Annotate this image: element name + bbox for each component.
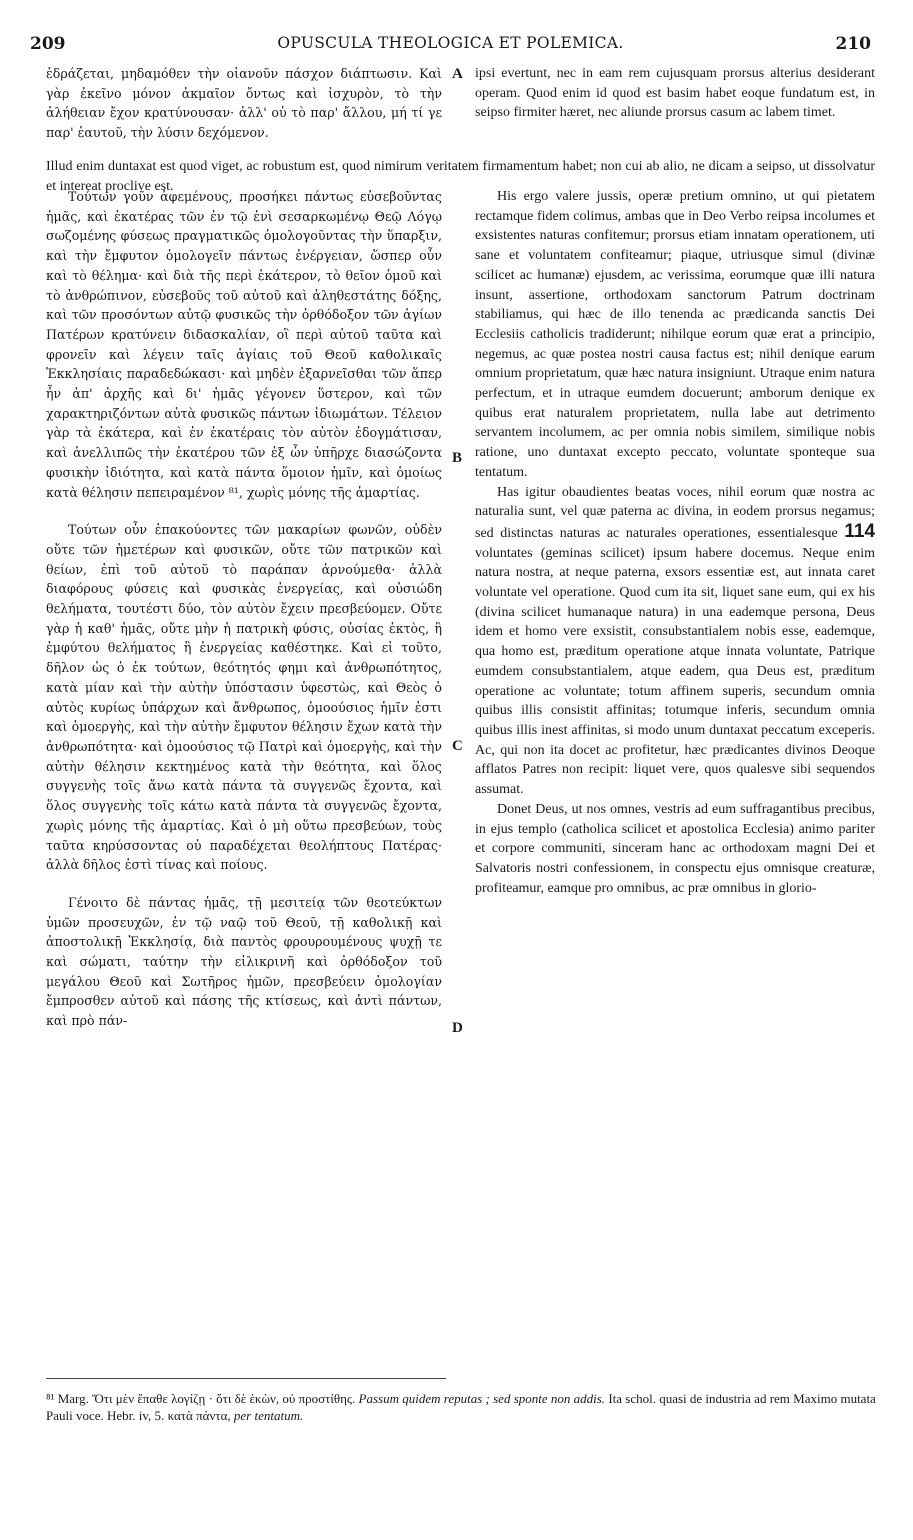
greek-column-top — [46, 64, 442, 143]
latin-paragraph-1: ipsi evertunt, nec in eam rem cujusquam prorsus alterius desiderant operam. Quod enim id quod est basim habet eoque fundatum est, in seipso firmiter hæret, nec aliunde prorsus casum ac labem timet. — [475, 66, 875, 121]
latin-column — [475, 187, 875, 898]
greek-paragraph-1: ἑδράζεται, μηδαμόθεν τὴν οἱανοῦν πάσχον διάπτωσιν. Καὶ γὰρ ἐκεῖνο μόνον ἀκμαῖον ὄντως καὶ ἰσχυρὸν, τὸ τὴν ἀλήθειαν ἔχον κρατύνουσαν· ἀλλ' οὐ τὸ παρ' ἄλλου, μή τί γε παρ' ἑαυτοῦ, τὴν λύσιν δεχόμενον. — [46, 66, 442, 141]
latin-paragraph-2: His ergo valere jussis, operæ pretium omnino, ut qui pietatem rectamque fidem colimus, ambas que in Deo Verbo reipsa incolumes et exsistentes naturas confitemur; prorsus etiam innatam operationem, uti sane et voluntatem confiteamur; piaque, utriusque simul (divinæ scilicet ac humanæ) ejusdem, ac verissima, eorumque quæ illi natura insunt, assertione, orthodoxam sanctorum Patrum doctrinam stabiliamus, qui hæc de illo tenenda ac prædicanda sanctis Dei Ecclesiis catholicis tradiderunt; nihilque eorum quæ erat a principio, negemus, ac quæ postea nostri causa factus est; nihil denique earum omnium proprietatum, quæ hæc natura insigniunt. Utraque enim natura perfectum, et in utraque eumdem docuerunt; amborum denique ex quibus erat naturalem proprietatem, nulla labe aut detrimento servantem incolumem, ac per omnia nobis similem, similique nobis ratione, uno duntaxat excepto peccato, voluntate sponteque sua tentatum. — [475, 189, 875, 480]
running-title: OPUSCULA THEOLOGICA ET POLEMICA. — [277, 34, 624, 52]
margin-marker-d: D — [452, 1020, 463, 1036]
margin-marker-c: C — [452, 738, 463, 754]
column-number: 114 — [844, 520, 876, 542]
footnote-note: Ita schol. quasi de industria ad rem Maximo mutata Pauli voce. Hebr. iv, 5. — [46, 1391, 876, 1423]
greek-paragraph-3: Τούτων οὖν ἐπακούοντες τῶν μακαρίων φωνῶν, οὐδὲν οὔτε τῶν ἡμετέρων καὶ φυσικῶν, οὔτε τῶν πατρικῶν καὶ θείων, ἐπὶ τοῦ αὐτοῦ τὸ παράπαν ἀρνούμεθα· ἀλλὰ διαφόρους φύσεις καὶ φυσικὰς ἐνεργείας, καὶ οὐσιώδη θελήματα, τουτέστι δύο, τὸν αὐτὸν ἔχειν πρεσβεύομεν. Οὔτε γὰρ ἡ καθ' ἡμᾶς, οὔτε μὴν ἡ πατρικὴ φύσις, οὐσίας ἐκτὸς, ἢ ἐμφύτου θελήματος ἢ ἐνεργείας καθέστηκε. Καὶ εἰ τοῦτο, δῆλον ὡς ὁ ἐκ τούτων, θεότητός φημι καὶ ἀνθρωπότητος, κατὰ μίαν καὶ τὴν αὐτὴν ὑπόστασιν ὑφεστὼς, καὶ Θεὸς ὁ αὐτὸς κυρίως ὑπάρχων καὶ ἄνθρωπος, ὁμοούσιος ἡμῖν ἐστι καὶ ὁμοεργὴς, καὶ τὴν αὐτὴν ἔμφυτον θέλησιν ἔχων κατὰ τὴν ἀνθρωπότητα· καὶ ὁμοούσιος τῷ Πατρὶ καὶ ὁμοεργὴς, καὶ τὴν αὐτὴν θέλησιν κεκτημένος κατὰ τὴν θεότητα, καὶ ὅλος συγγενὴς τοῖς ἄνω κατὰ πάντα τὰ συγγενῶς ἔχοντα, καὶ ὅλος συγγενὴς τοῖς κάτω κατὰ πάντα τὰ συγγενῶς ἔχοντα, χωρὶς μόνης τῆς ἁμαρτίας. Καὶ ὁ μὴ οὕτω πρεσβεύων, τοὺς ταῦτα κηρύσσοντας οὐ παραδέχεται θεολήπτους Πατέρας· ἀλλὰ δῆλος ἐστὶ τίνας καὶ ποίους. — [46, 522, 442, 873]
margin-marker-a: A — [452, 66, 463, 82]
greek-paragraph-2: Τούτων γοῦν ἀφεμένους, προσήκει πάντως εὐσεβοῦντας ἡμᾶς, καὶ ἑκατέρας τῶν ἐν τῷ ἑνὶ σεσαρκωμένῳ Θεῷ Λόγῳ σωζομένης φύσεως πραγματικῶς ὁμολογοῦντας τὴν ὕπαρξιν, καὶ τὴν ἔμφυτον ὁμολογεῖν πάντως ἐνέργειαν, ὥσπερ οὖν καὶ τὸ θέλημα· καὶ διὰ τῆς περὶ ἑκάτερον, τὸ θεῖον ὁμοῦ καὶ τὸ ἀνθρώπινον, εὐσεβοῦς τοῦ αὐτοῦ καὶ ἀληθεστάτης δόξης, καὶ τῶν προσόντων αὐτῷ φυσικῶς τὴν ὀρθόδοξον τῶν ἁγίων Πατέρων κρατύνειν διδασκαλίαν, οἳ περὶ αὐτοῦ ταῦτα καὶ φρονεῖν καὶ λέγειν ταῖς ἁγίαις τοῦ Θεοῦ καθολικαῖς Ἐκκλησίαις παραδεδώκασι· καὶ μηδὲν ἐξαρνεῖσθαι τῶν ἅπερ ἦν ἀπ' ἀρχῆς καὶ δι' ἡμᾶς γέγονεν ὕστερον, καὶ τῶν χαρακτηριζόντων αὐτὰ φυσικῶς πάντων ἰδιωμάτων. Τέλειον γὰρ τὰ ἑκάτερα, καὶ ἐν ἑκατέραις τὸν αὐτὸν ἐδογμάτισαν, καὶ ἀνελλιπῶς τὴν ἑκατέρου τῶν ἐξ ὧν ὑπῆρχε διασώζοντα φυσικὴν ἰδιότητα, καὶ κατὰ πάντα ὅμοιον ἡμῖν, καὶ ὁμοίως κατὰ θέλησιν πεπειραμένον ⁸¹, χωρὶς μόνης τῆς ἁμαρτίας. — [46, 189, 442, 500]
page-header — [30, 34, 871, 58]
footnote-greek: Marg. Ὅτι μὲν ἔπαθε λογίζῃ · ὅτι δὲ ἑκὼν, οὐ προστίθης. — [57, 1391, 356, 1406]
footnote-tail-italic: per tentatum. — [233, 1408, 304, 1423]
latin-paragraph-3-end: voluntates (geminas scilicet) ipsum habere docemus. Neque enim natura nostra, at neque paterna, exsors essentiæ est, aut innata caret voluntate vel operatione. Quod cum ita sit, liquet sane eum, qui ex his (divina scilicet humanaque natura) in una eademque persona, Deus idem et homo vere exsistit, consubstantialem nobis esse, eademque, qua homo est, præditum operatione atque innata voluntate, Patrique eumdem consubstantialem, atque eadem, qua Deus est, præditum operatione ac voluntate; totum affinem superis, secundum omnia quibus illis consistit affinitas; totumque inferis, secundum omnia quibus illis inest affinitas, si modo unum duntaxat peccatum exceperis. Ac, qui non ita docet ac profitetur, hæc prædicantes divinos Deoque afflatos Patres non recipit: liquet vere, quos qualesve sibi sequendos assumat. — [475, 545, 875, 798]
footnote-rule — [46, 1378, 446, 1379]
latin-paragraph-3-start: Has igitur obaudientes beatas voces, nihil eorum quæ nostra ac naturalia sunt, vel quæ paterna ac divina, in eodem prorsus negamus; sed distinctas naturas ac naturales operationes, essentialesque — [475, 484, 875, 541]
latin-paragraph-3 — [475, 483, 875, 800]
left-page-number: 209 — [30, 34, 66, 54]
greek-column — [46, 187, 442, 1031]
footnote-latin-italic: Passum quidem reputas ; sed sponte non addis. — [358, 1391, 606, 1406]
footnote-greek-2: κατὰ πάντα, — [167, 1408, 231, 1423]
right-page-number: 210 — [835, 34, 871, 54]
spanning-sentence-text: Illud enim duntaxat est quod viget, ac robustum est, quod nimirum veritatem firmamentum habet; non cui ab alio, ne dicam a seipso, ut dissolvatur et intereat proclive est. — [46, 159, 875, 194]
footnote — [46, 1390, 876, 1424]
latin-paragraph-4: Donet Deus, ut nos omnes, vestris ad eum suffragantibus precibus, in ejus templo (catholica scilicet et apostolica Ecclesia) animo pariter et corpore communiti, sinceram hanc ac orthodoxam magni Dei et Salvatoris nostri confessionem, in conspectu ejus omnisque creaturæ, profiteamur, eamque pro omnibus, ac præ omnibus in glorio- — [475, 801, 875, 896]
margin-marker-b: B — [452, 450, 463, 466]
footnote-mark: ⁸¹ — [46, 1391, 55, 1406]
latin-column-top — [475, 64, 875, 123]
greek-paragraph-4: Γένοιτο δὲ πάντας ἡμᾶς, τῇ μεσιτείᾳ τῶν θεοτεύκτων ὑμῶν προσευχῶν, ἐν τῷ ναῷ τοῦ Θεοῦ, τῇ καθολικῇ καὶ ἀποστολικῇ Ἐκκλησίᾳ, διὰ παντὸς φρουρουμένους ψυχῇ τε καὶ σώματι, ταύτην τὴν εἰλικρινῆ καὶ ὀρθόδοξον τοῦ μεγάλου Θεοῦ καὶ Σωτῆρος ἡμῶν, πρεσβεύειν ὁμολογίαν ἔμπροσθεν αὐτοῦ καὶ πάσης τῆς κτίσεως, καὶ ἀντὶ πάντων, καὶ πρὸ πάν- — [46, 894, 442, 1029]
